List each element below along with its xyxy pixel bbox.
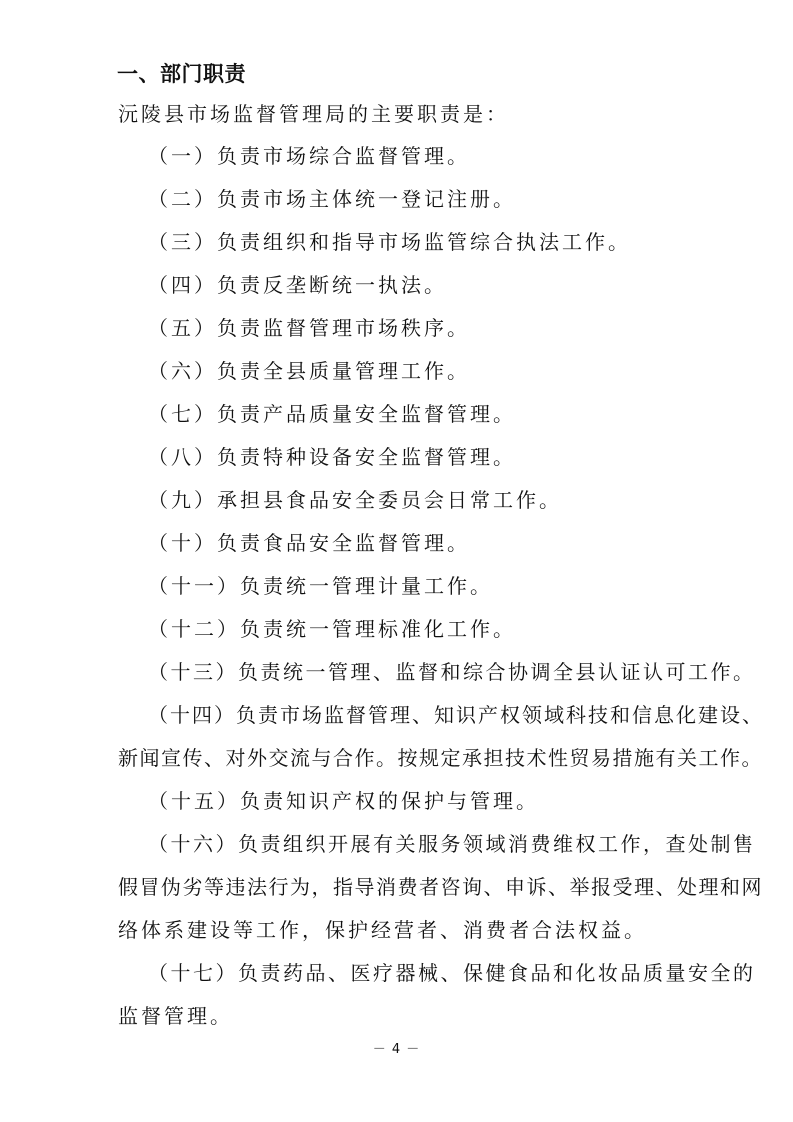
- duty-item-7: （七）负责产品质量安全监督管理。: [148, 402, 516, 426]
- duty-item-16-line-1: （十六）负责组织开展有关服务领域消费维权工作，查处制售: [148, 832, 756, 856]
- duty-item-15: （十五）负责知识产权的保护与管理。: [148, 789, 539, 813]
- duty-item-4: （四）负责反垄断统一执法。: [148, 273, 447, 297]
- intro-line: 沅陵县市场监督管理局的主要职责是：: [118, 102, 509, 126]
- duty-item-9: （九）承担县食品安全委员会日常工作。: [148, 488, 562, 512]
- duty-item-8: （八）负责特种设备安全监督管理。: [148, 445, 516, 469]
- page-number: － 4 －: [372, 1042, 421, 1057]
- duty-item-12: （十二）负责统一管理标准化工作。: [148, 617, 516, 641]
- duty-item-16-line-2: 假冒伪劣等违法行为，指导消费者咨询、申诉、举报受理、处理和网: [118, 875, 763, 899]
- duty-item-2: （二）负责市场主体统一登记注册。: [148, 187, 516, 211]
- duty-item-17-line-2: 监督管理。: [118, 1004, 233, 1028]
- duty-item-3: （三）负责组织和指导市场监管综合执法工作。: [148, 230, 631, 254]
- duty-item-1: （一）负责市场综合监督管理。: [148, 144, 470, 168]
- duty-item-16-line-3: 络体系建设等工作，保护经营者、消费者合法权益。: [118, 918, 647, 942]
- duty-item-14-line-2: 新闻宣传、对外交流与合作。按规定承担技术性贸易措施有关工作。: [118, 746, 763, 770]
- duty-item-6: （六）负责全县质量管理工作。: [148, 359, 470, 383]
- duty-item-11: （十一）负责统一管理计量工作。: [148, 574, 493, 598]
- duty-item-13: （十三）负责统一管理、监督和综合协调全县认证认可工作。: [148, 660, 756, 684]
- duty-item-10: （十）负责食品安全监督管理。: [148, 531, 470, 555]
- duty-item-5: （五）负责监督管理市场秩序。: [148, 316, 470, 340]
- duty-item-14-line-1: （十四）负责市场监督管理、知识产权领域科技和信息化建设、: [148, 703, 764, 727]
- section-heading: 一、部门职责: [117, 62, 246, 86]
- duty-item-17-line-1: （十七）负责药品、医疗器械、保健食品和化妆品质量安全的: [148, 961, 756, 985]
